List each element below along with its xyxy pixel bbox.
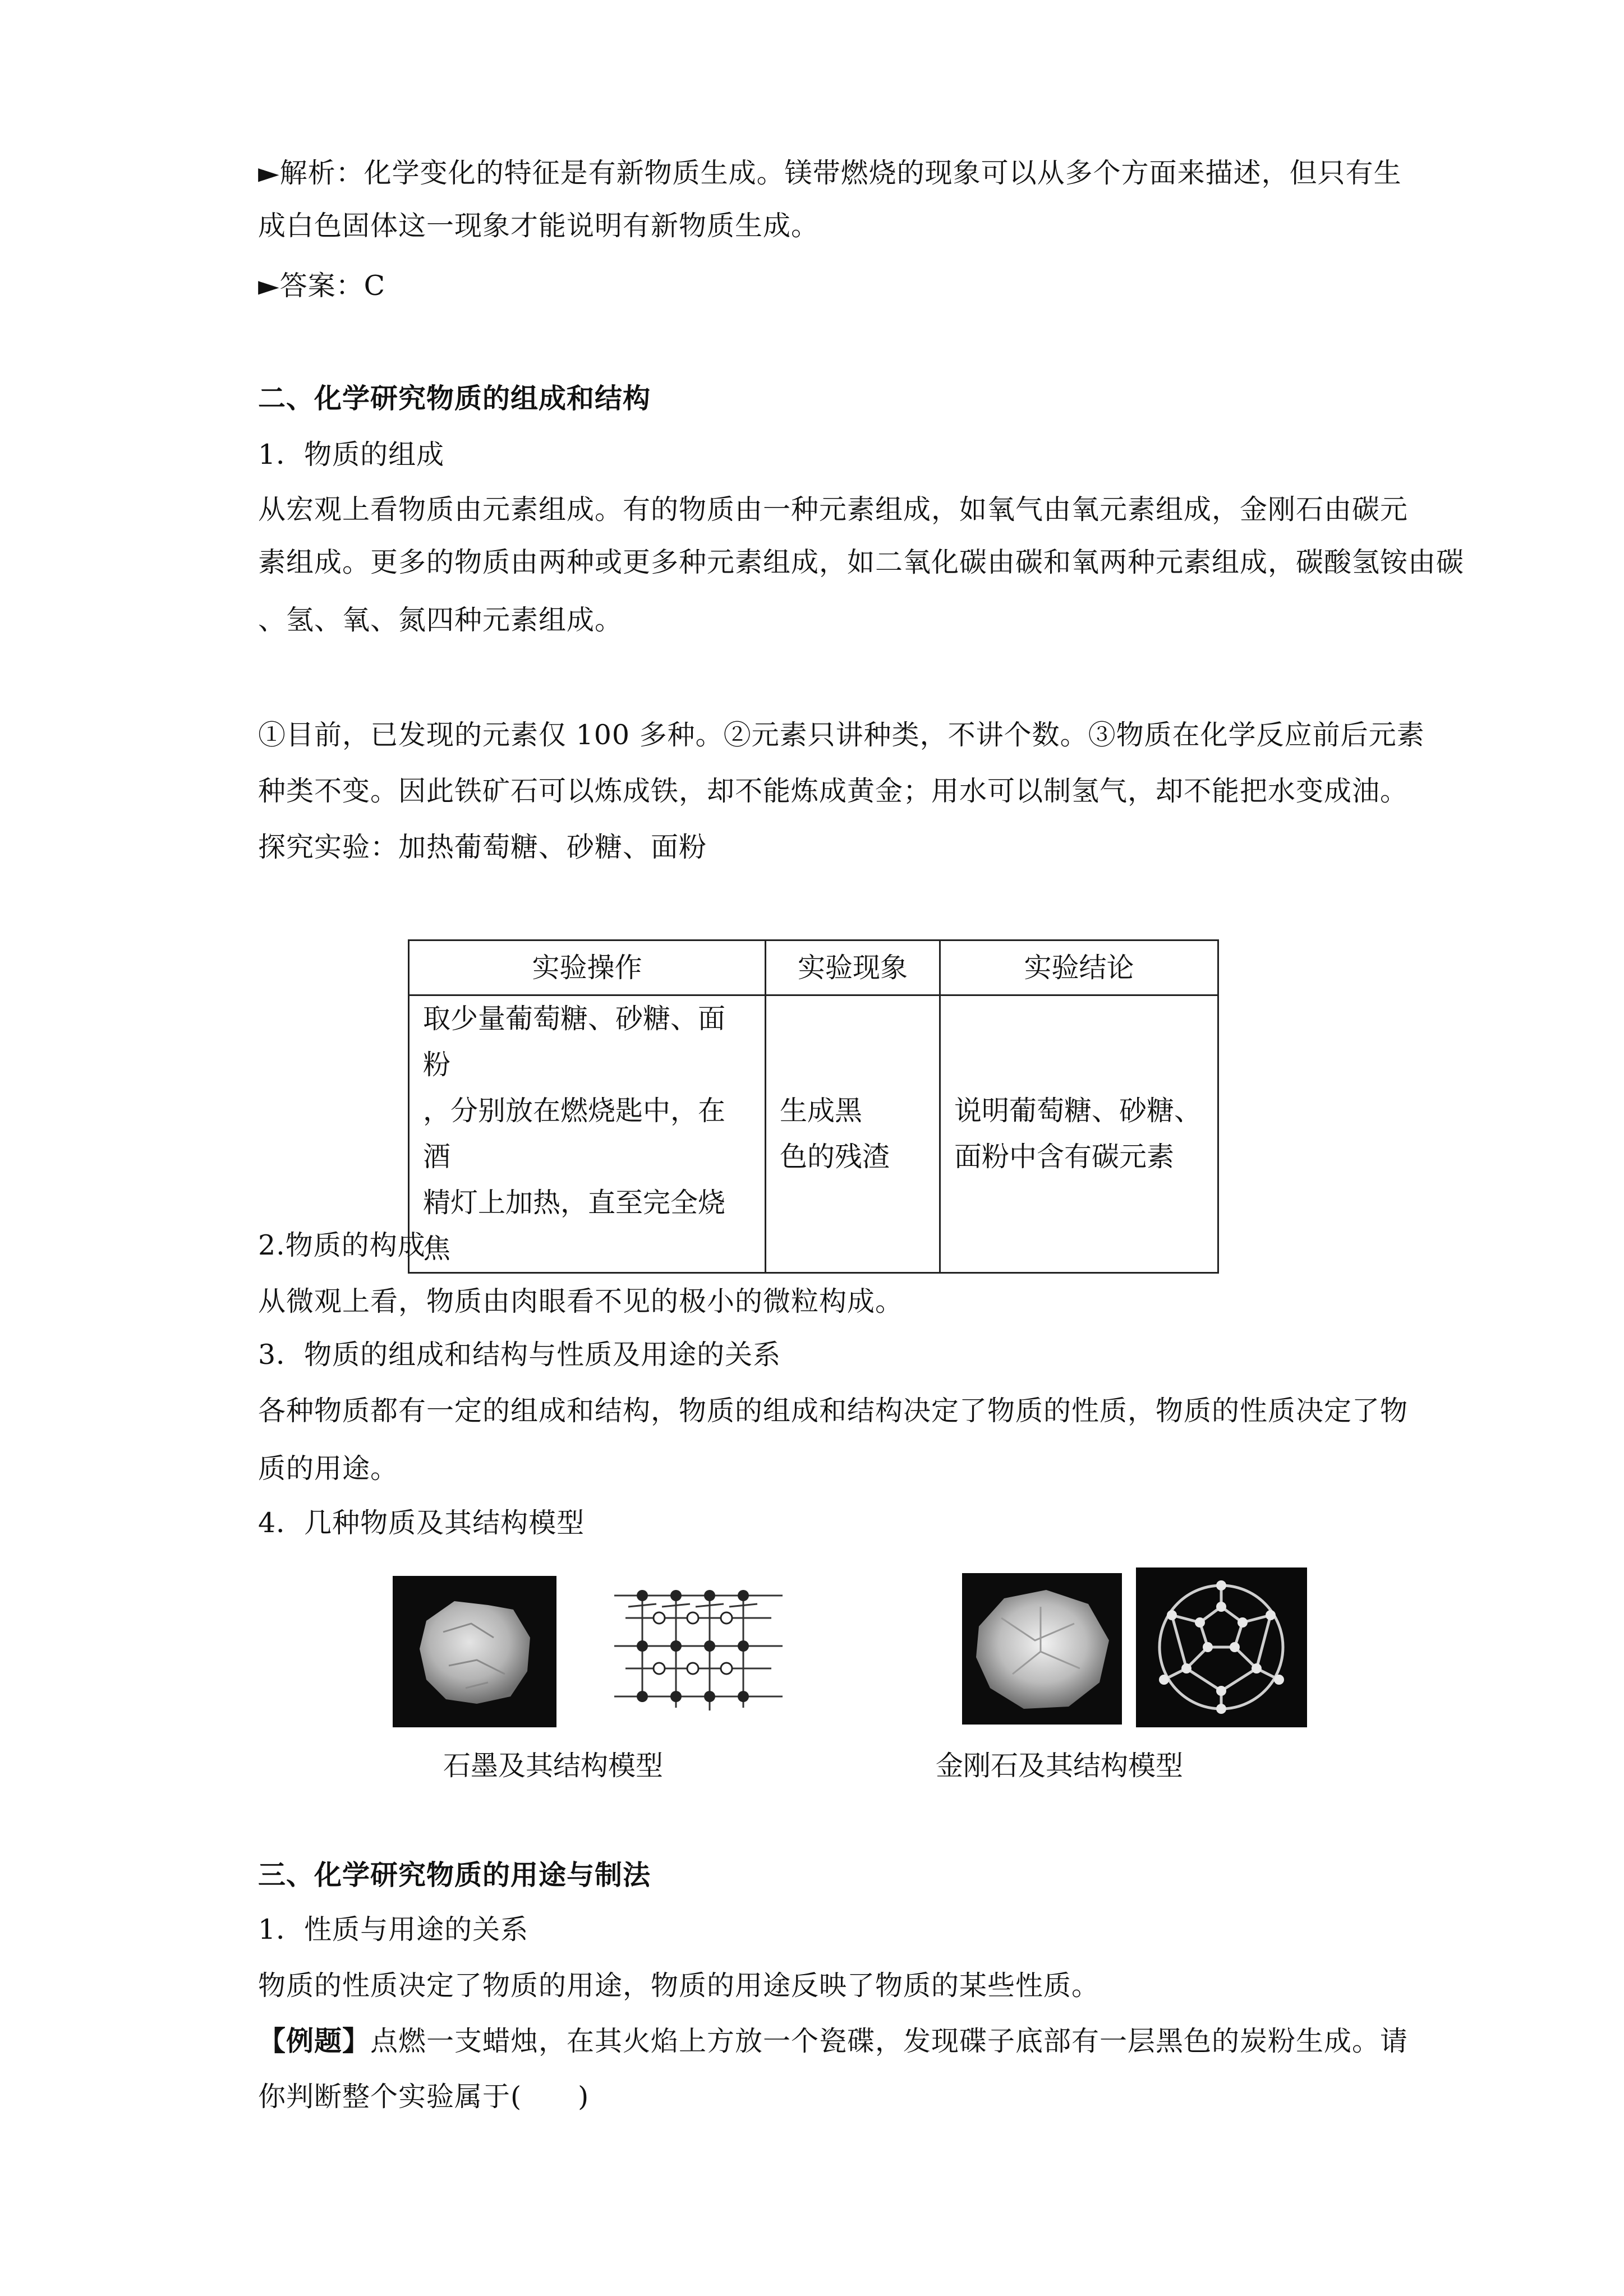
example-tag: 【例题】 [258,2025,371,2057]
explore-line: 探究实验：加热葡萄糖、砂糖、面粉 [258,831,707,863]
section2-p2-line-2: 种类不变。因此铁矿石可以炼成铁，却不能炼成黄金；用水可以制氢气，却不能把水变成油。 [258,775,1409,807]
cell-phenomenon: 生成黑 色的残渣 [766,995,940,1273]
analysis-line-1: ►解析：化学变化的特征是有新物质生成。镁带燃烧的现象可以从多个方面来描述，但只有生 [258,157,1402,189]
header-phenomenon: 实验现象 [766,940,940,995]
table-row [409,995,1218,1273]
section2-p1-line-2: 素组成。更多的物质由两种或更多种元素组成，如二氧化碳由碳和氧两种元素组成，碳酸氢铵由碳 [258,546,1465,578]
section2-p3: 从微观上看，物质由肉眼看不见的极小的微粒构成。 [258,1285,904,1317]
diamond-structure-model [1136,1567,1307,1727]
section3-sub1: 1．性质与用途的关系 [258,1914,529,1945]
section2-sub3: 3．物质的组成和结构与性质及用途的关系 [258,1339,781,1371]
section3-p1: 物质的性质决定了物质的用途，物质的用途反映了物质的某些性质。 [258,1970,1100,2002]
cell-operation: 取少量葡萄糖、砂糖、面粉 ，分别放在燃烧匙中，在酒 精灯上加热，直至完全烧焦 [409,995,766,1273]
graphite-photo [393,1576,556,1727]
section2-sub2: 2.物质的构成 [258,1229,426,1261]
section2-p1-line-1: 从宏观上看物质由元素组成。有的物质由一种元素组成，如氧气由氧元素组成，金刚石由碳元 [258,494,1409,525]
diamond-photo [962,1573,1122,1725]
section3-title: 三、化学研究物质的用途与制法 [258,1859,651,1891]
header-conclusion: 实验结论 [940,940,1218,995]
caption-diamond: 金刚石及其结构模型 [936,1750,1184,1782]
caption-graphite: 石墨及其结构模型 [443,1750,664,1782]
experiment-table [408,939,1219,1274]
section2-sub1: 1．物质的组成 [258,439,445,471]
graphite-structure-model [603,1584,794,1725]
section2-p4-line-2: 质的用途。 [258,1453,399,1484]
section2-title: 二、化学研究物质的组成和结构 [258,382,651,414]
cell-conclusion: 说明葡萄糖、砂糖、 面粉中含有碳元素 [940,995,1218,1273]
section2-p2-line-1: ①目前，已发现的元素仅 100 多种。②元素只讲种类，不讲个数。③物质在化学反应前后元素 [258,719,1425,751]
section2-p1-line-3: 、氢、氧、氮四种元素组成。 [258,604,623,636]
table-header-row [409,940,1218,995]
section2-sub4: 4．几种物质及其结构模型 [258,1507,585,1539]
answer-line: ►答案：C [258,270,386,302]
example-text: 点燃一支蜡烛，在其火焰上方放一个瓷碟，发现碟子底部有一层黑色的炭粉生成。请 [370,2025,1409,2057]
section2-p4-line-1: 各种物质都有一定的组成和结构，物质的组成和结构决定了物质的性质，物质的性质决定了物 [258,1395,1409,1427]
header-operation: 实验操作 [409,940,766,995]
analysis-line-2: 成白色固体这一现象才能说明有新物质生成。 [258,210,820,242]
example-line-2: 你判断整个实验属于( ) [258,2081,590,2113]
example-line-1 [258,2023,1408,2059]
